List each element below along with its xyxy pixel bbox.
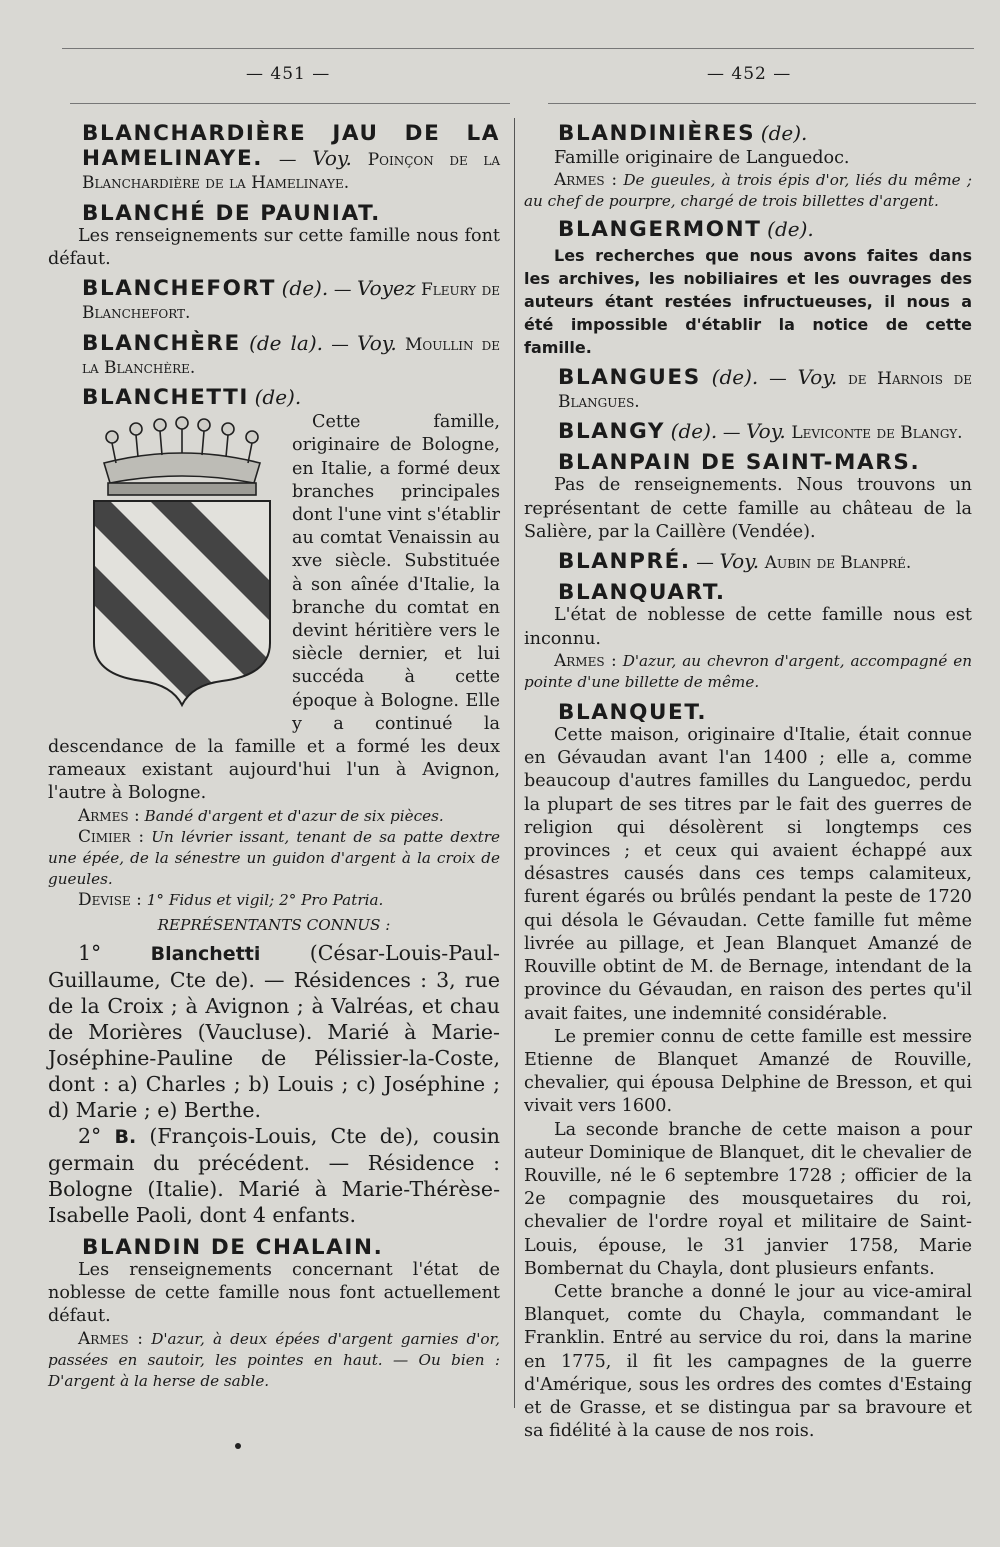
dash: — — [696, 553, 714, 574]
voy-label: Voy. — [797, 364, 838, 389]
entry-heading: BLANCHÈRE — [82, 330, 241, 356]
entry-blanchere — [48, 332, 500, 380]
entry-paragraph: La seconde branche de cette maison a pour auteur Dominique de Blanquet, dit le chevalier de Rouville, né le 6 septembre 1728 ; officier de la 2e compagnie des mousquetaires du roi, chevalier de l'ordre royal et militaire de Saint-Louis, épouse, le 31 janvier 1758, Marie Bombernat du Chayla, dont plusieurs enfants. — [524, 1119, 972, 1279]
column-divider — [514, 118, 515, 1408]
cross-reference: Poinçon de la Blanchardière de la Hamelinaye. — [82, 150, 500, 194]
right-column — [524, 122, 972, 1449]
voy-label: Voy. — [719, 549, 760, 574]
entry-heading: BLANDINIÈRES — [558, 121, 756, 146]
left-column — [48, 122, 500, 1398]
armes-text: De gueules, à trois épis d'or, liés du même ; au chef de pourpre, chargé de trois billettes d'argent. — [524, 171, 972, 211]
particle: (de). — [711, 364, 759, 389]
particle: (de). — [670, 419, 718, 444]
armes-text: Bandé d'argent et d'azur de six pièces. — [144, 806, 444, 825]
cross-reference: Aubin de Blanpré. — [764, 553, 912, 574]
armes-label: Armes : — [554, 170, 618, 191]
entry-text: Cette famille, originaire de Bologne, en Italie, a formé deux branches principales dont l'une vint s'établir au comtat Venaissin au xve siècle. Substituée à son aînée d'Italie, la branche du comtat en devint héritière vers le siècle dernier, et lui succéda à cette époque à Bologne. Elle y a continué la descendance de la famille et a formé les deux rameaux existant aujourd'hui l'un à Avignon, l'autre à Bologne. — [48, 412, 500, 804]
entry-heading: BLANPRÉ. — [558, 549, 691, 575]
entry-blanchefort — [48, 277, 500, 325]
entry-heading: BLANQUART. — [558, 580, 726, 606]
rep-text: (François-Louis, Cte de), cousin germain du précédent. — Résidence : Bologne (Italie). Marié à Marie-Thérèse-Isabelle Paoli, dont 4 enfants. — [48, 1123, 500, 1227]
particle: (de). — [254, 385, 302, 410]
armes-label: Armes : — [554, 650, 617, 671]
ink-dot — [235, 1443, 241, 1449]
entry-blandinieres — [524, 122, 972, 212]
entry-blangues — [524, 366, 972, 414]
devise-line — [48, 890, 500, 911]
entry-text: Pas de renseignements. Nous trouvons un représentant de cette famille au château de la Salière, par la Caillère (Vendée). — [524, 475, 972, 542]
cross-reference: Moullin de la Blanchère. — [82, 334, 500, 378]
voy-label: Voy. — [312, 146, 352, 171]
entry-heading: BLANCHEFORT — [82, 276, 276, 302]
entry-heading: BLANCHETTI — [82, 385, 250, 411]
cimier-label: Cimier : — [78, 826, 145, 847]
armes-line — [524, 170, 972, 212]
armes-line — [524, 651, 972, 693]
armes-text: D'azur, à deux épées d'argent garnies d'or, passées en sautoir, les pointes en haut. — Ou bien : D'argent à la herse de sable. — [48, 1329, 500, 1390]
right-header-rule — [548, 103, 976, 104]
rep-number: 1° — [78, 940, 102, 965]
right-page-number: — 452 — — [707, 64, 792, 84]
entry-text: Les renseignements sur cette famille nous font défaut. — [48, 225, 500, 270]
top-rule — [62, 48, 974, 49]
entry-blandin-de-chalain — [48, 1236, 500, 1392]
armes-line — [48, 806, 500, 827]
entry-blanchardiere — [48, 122, 500, 196]
particle: (de la). — [249, 330, 324, 355]
entry-text: L'état de noblesse de cette famille nous est inconnu. — [524, 605, 972, 649]
entry-paragraph: Cette branche a donné le jour au vice-amiral Blanquet, comte du Chayla, commandant le Franklin. Entré au service du roi, dans la marine en 1775, il fit les campagnes de la guerre d'Amérique, sous les ordres des comtes d'Estaing et de Grasse, et se distingua par sa bravoure et sa fidélité à la cause de nos rois. — [524, 1281, 972, 1442]
entry-blangy — [524, 420, 972, 445]
armes-text: D'azur, au chevron d'argent, accompagné en pointe d'une billette de même. — [524, 651, 972, 691]
coat-of-arms-icon — [82, 413, 282, 713]
left-header-rule — [70, 103, 510, 104]
entry-heading: BLANCHÉ DE PAUNIAT. — [82, 200, 381, 226]
cimier-text: Un lévrier issant, tenant de sa patte dextre une épée, de la sénestre un guidon d'argent à la croix de gueules. — [48, 827, 500, 888]
dash: — — [333, 280, 352, 301]
entry-heading: BLANGUES — [558, 364, 701, 390]
entry-heading: BLANQUET. — [558, 699, 708, 725]
entry-blanquet — [524, 701, 972, 1444]
entry-heading: BLANGERMONT — [558, 217, 762, 243]
rep-name: Blanchetti — [150, 942, 261, 965]
rep-name: B. — [114, 1125, 137, 1148]
entry-heading: BLANPAIN DE SAINT-MARS. — [558, 450, 921, 476]
entry-blanpain — [524, 451, 972, 544]
entry-heading: BLANGY — [558, 419, 666, 445]
representants-heading: REPRÉSENTANTS CONNUS : — [157, 915, 391, 934]
voy-label: Voyez — [357, 276, 416, 301]
entry-blangermont — [524, 218, 972, 359]
rep-text: (César-Louis-Paul-Guillaume, Cte de). — Résidences : 3, rue de la Croix ; à Avignon ; à Valréas, et chau de Morières (Vaucluse). Marié à Marie-Joséphine-Pauline de Pélissier-la-Coste, dont : a) Charles ; b) Louis ; c) Joséphine ; d) Marie ; e) Berthe. — [48, 940, 500, 1122]
entry-blanquart — [524, 581, 972, 693]
armes-label: Armes : — [78, 1328, 144, 1349]
dash: — — [722, 423, 741, 444]
entry-heading: BLANCHARDIÈRE JAU DE LA HAMELINAYE. — [82, 121, 500, 172]
devise-text: 1° Fidus et vigil; 2° Pro Patria. — [146, 890, 384, 909]
armes-line — [48, 1329, 500, 1392]
cross-reference: Fleury de Blanchefort. — [82, 280, 500, 324]
left-page-number: — 451 — — [246, 64, 331, 84]
cross-reference: de Harnois de Blangues. — [558, 368, 973, 412]
cimier-line — [48, 827, 500, 890]
dash: — — [278, 150, 297, 171]
entry-text: Les renseignements concernant l'état de noblesse de cette famille nous font actuellement défaut. — [48, 1259, 500, 1327]
rep-number: 2° — [78, 1123, 102, 1148]
representant-1 — [48, 940, 500, 1123]
particle: (de). — [281, 276, 329, 301]
voy-label: Voy. — [357, 330, 397, 355]
particle: (de). — [767, 217, 814, 242]
cross-reference: Leviconte de Blangy. — [791, 423, 963, 444]
entry-text: Les recherches que nous avons faites dans les archives, les nobiliaires et les ouvrages des auteurs étant restées infructueuses, il nous a été impossible d'établir la notice de cette famille. — [524, 245, 972, 358]
representant-2 — [48, 1123, 500, 1228]
particle: (de). — [760, 121, 808, 145]
armes-label: Armes : — [78, 805, 140, 826]
entry-blanche-de-pauniat — [48, 202, 500, 272]
entry-blanchetti — [48, 386, 500, 1228]
entry-blanpre — [524, 550, 972, 575]
entry-paragraph: Le premier connu de cette famille est messire Etienne de Blanquet Amanzé de Rouville, chevalier, qui épousa Delphine de Bresson, et qui vivait vers 1600. — [524, 1026, 972, 1117]
entry-paragraph: Cette maison, originaire d'Italie, était connue en Gévaudan avant l'an 1400 ; elle a, comme beaucoup d'autres familles du Languedoc, perdu la plupart de ses titres par le fait des guerres de religion qui désolèrent si longtemps ces provinces ; et ceux qui avaient échappé aux désastres causés dans ces temps calamiteux, furent égarés ou brûlés pendant la peste de 1720 qui désola le Gévaudan. Cette famille fut même livrée au pillage, et Jean Blanquet Amanzé de Rouville obtint de M. de Bernage, intendant de la province du Gévaudan, en raison des pertes qu'il avait faites, une indemnité considérable. — [524, 725, 972, 1024]
dash: — — [769, 368, 787, 389]
entry-heading: BLANDIN DE CHALAIN. — [82, 1234, 384, 1260]
devise-label: Devise : — [78, 889, 142, 910]
entry-text: Famille originaire de Languedoc. — [554, 148, 850, 169]
voy-label: Voy. — [746, 419, 786, 444]
dash: — — [331, 334, 349, 355]
